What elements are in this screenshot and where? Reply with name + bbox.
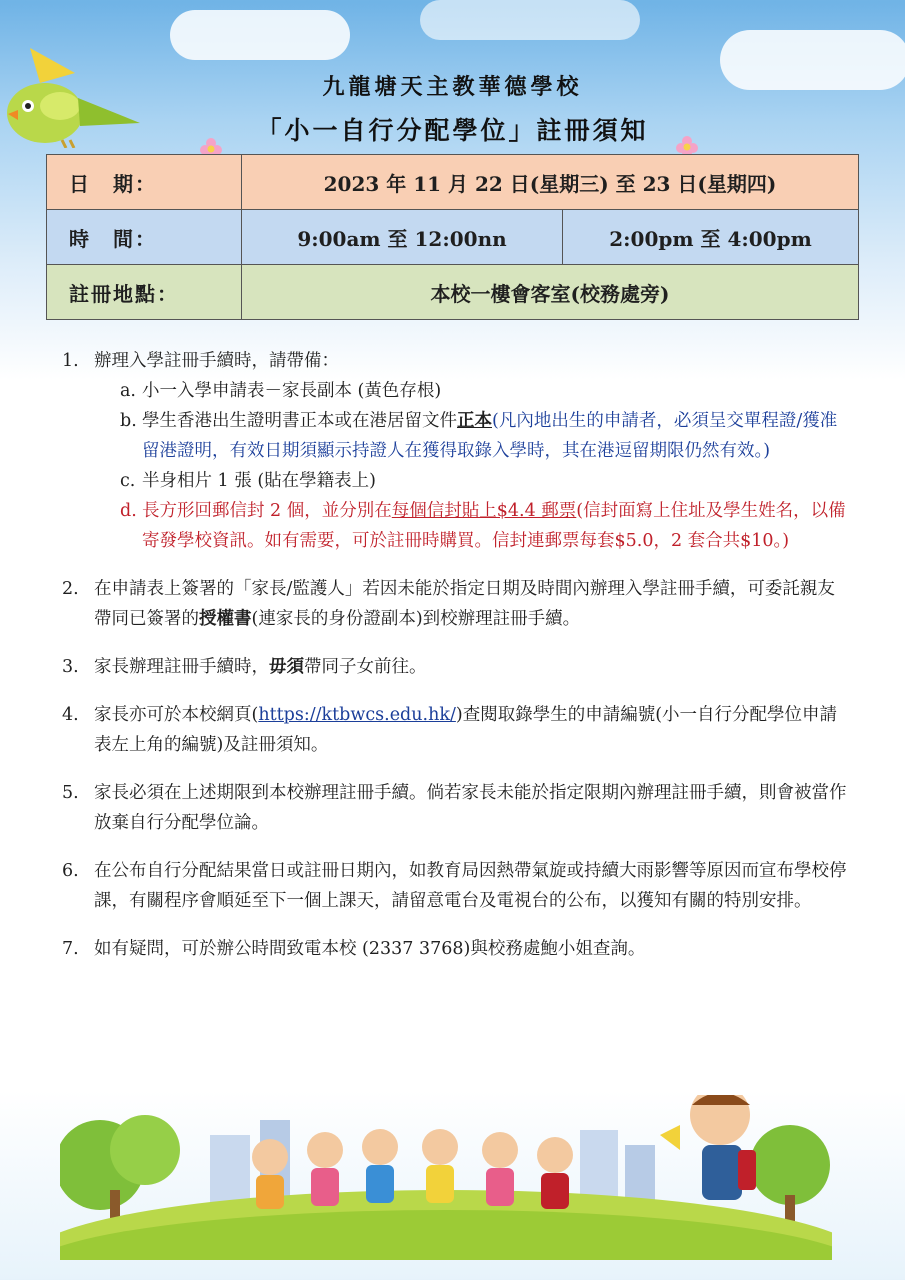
item-text-cont: )查閱取錄學生的申請編號(小一自行分配學位申請表左上角的編號)及註冊須知。 [94, 705, 838, 755]
item-number: 6. [62, 861, 79, 881]
list-item [62, 346, 852, 556]
list-item [62, 700, 852, 760]
item-text: 家長亦可於本校網頁( [94, 705, 259, 725]
child-figure [362, 1129, 398, 1203]
original-emphasis: 正本 [457, 411, 492, 431]
school-website-link[interactable]: https://ktbwcs.edu.hk/ [258, 705, 456, 725]
item-text-cont: (連家長的身份證副本)到校辦理註冊手續。 [251, 609, 581, 629]
item-number: 3. [62, 657, 79, 677]
time-row [47, 210, 859, 265]
sub-item-b [94, 406, 852, 466]
notice-title: 「小一自行分配學位」註冊須知 [256, 116, 649, 145]
sub-text: 學生香港出生證明書正本或在港居留文件 [142, 411, 457, 431]
sub-label: a. [120, 381, 136, 401]
sub-label: d. [120, 501, 137, 521]
item-text-cont: 帶同子女前往。 [304, 657, 427, 677]
item-text: 家長辦理註冊手續時， [94, 657, 269, 677]
date-label: 日 期： [47, 155, 242, 210]
item-text: 在申請表上簽署的「家長/監護人」若因未能於指定日期及時間內辦理入學註冊手續，可委託親友帶同已簽署的 [94, 579, 835, 629]
list-item [62, 856, 852, 916]
sub-item-c [94, 466, 852, 496]
sub-text-cont: (信封面寫上住址及學生姓名，以備寄發學校資訊。如有需要，可於註冊時購買。信封連郵票每套$5.0，2 套合共$10。) [142, 501, 846, 551]
item-number: 4. [62, 705, 79, 725]
header [0, 70, 905, 147]
no-need-emphasis: 毋須 [269, 657, 304, 677]
sub-label: b. [120, 411, 137, 431]
time-label: 時 間： [47, 210, 242, 265]
date-row [47, 155, 859, 210]
venue-label: 註冊地點： [47, 265, 242, 320]
registration-info-table [46, 154, 859, 320]
school-name: 九龍塘天主教華德學校 [322, 74, 583, 100]
list-item [62, 778, 852, 838]
child-figure [422, 1129, 458, 1203]
date-value: 2023 年 11 月 22 日(星期三) 至 23 日(星期四) [242, 155, 859, 210]
item-text: 辦理入學註冊手續時，請帶備： [94, 351, 339, 371]
venue-row [47, 265, 859, 320]
child-figure [307, 1132, 343, 1206]
child-figure [537, 1137, 573, 1209]
time-morning: 9:00am 至 12:00nn [242, 210, 563, 265]
notice-list [62, 346, 852, 982]
sub-note: (凡內地出生的申請者，必須呈交單程證/獲准留港證明，有效日期須顯示持證人在獲得取錄入學時，其在港逗留期限仍然有效。) [142, 411, 838, 461]
item-number: 7. [62, 939, 79, 959]
sub-label: c. [120, 471, 136, 491]
item-text: 家長必須在上述期限到本校辦理註冊手續。倘若家長未能於指定限期內辦理註冊手續，則會被當作放棄自行分配學位論。 [94, 783, 847, 833]
children-scene-illustration [60, 1095, 832, 1260]
item-text: 在公布自行分配結果當日或註冊日期內，如教育局因熱帶氣旋或持續大雨影響等原因而宣布學校停課，有關程序會順延至下一個上課天，請留意電台及電視台的公布，以獲知有關的特別安排。 [94, 861, 847, 911]
authorization-letter-emphasis: 授權書 [199, 609, 252, 629]
time-afternoon: 2:00pm 至 4:00pm [563, 210, 859, 265]
stamp-note: 每個信封貼上$4.4 郵票 [391, 501, 577, 521]
sub-text: 小一入學申請表－家長副本 (黃色存根) [142, 381, 442, 401]
list-item [62, 574, 852, 634]
cloud-decoration [170, 10, 350, 60]
item-number: 1. [62, 351, 79, 371]
list-item [62, 652, 852, 682]
item-number: 5. [62, 783, 79, 803]
item-number: 2. [62, 579, 79, 599]
cloud-decoration [420, 0, 640, 40]
sub-text: 半身相片 1 張 (貼在學籍表上) [142, 471, 376, 491]
child-figure [482, 1132, 518, 1206]
child-with-bell [660, 1095, 756, 1200]
list-item [62, 934, 852, 964]
sub-text: 長方形回郵信封 2 個，並分別在 [142, 501, 392, 521]
sub-item-a [94, 376, 852, 406]
venue-value: 本校一樓會客室(校務處旁) [242, 265, 859, 320]
item-text: 如有疑問，可於辦公時間致電本校 (2337 3768)與校務處鮑小姐查詢。 [94, 939, 646, 959]
sub-item-d [94, 496, 852, 556]
